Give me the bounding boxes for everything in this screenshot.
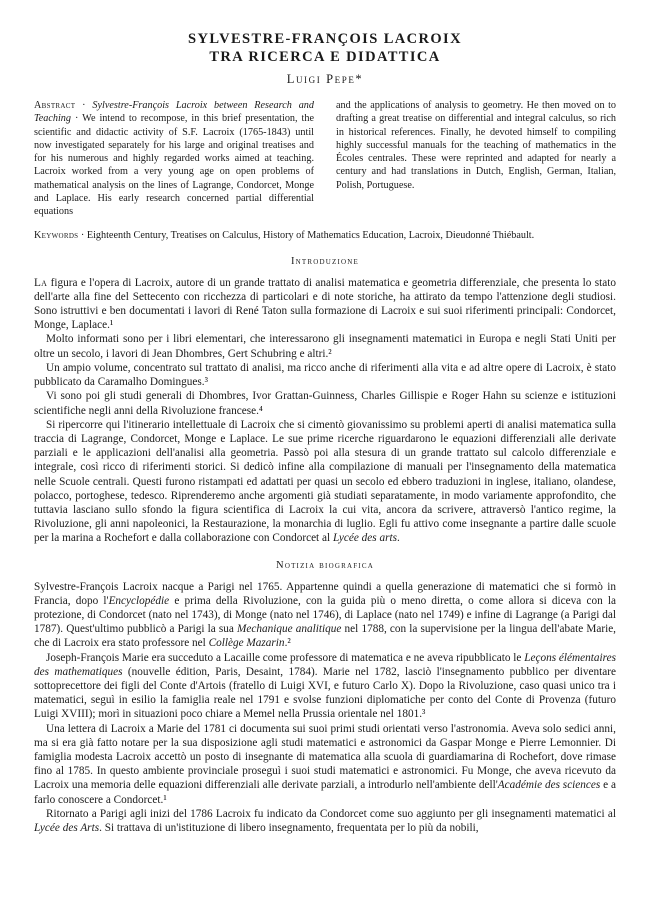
abstract-label: Abstract	[34, 100, 76, 111]
title-line-2: TRA RICERCA E DIDATTICA	[209, 49, 441, 65]
italic-term: Collège Mazarin	[208, 637, 285, 650]
paragraph	[34, 276, 616, 333]
paragraph-text: e prima della Rivoluzione, con la guida più o meno diretta, o come allora si diceva con la protezione, di Condorcet (nato nel 1743), di Monge (nato nel 1746), di Laplace (nato nel 1749) e infine di Lagrange (a Parigi dal 1787). Quest'ultimo pubblicò a Parigi la sua	[34, 594, 616, 636]
abstract-column-2	[336, 99, 616, 219]
abstract-text-2: and the applications of analysis to geometry. He then moved on to drafting a great treatise on differential and integral calculus, so rich in historical references. Finally, he devoted himself to compiling highly successful manuals for the teaching of mathematics in the Écoles centrales. These were reprinted and adapted for nearly a century and had translations in Dutch, English, German, Italian, Polish, Portuguese.	[336, 100, 616, 191]
article-title	[34, 30, 616, 66]
paragraph-text: e a farlo conoscere a Condorcet.¹	[34, 779, 616, 806]
paragraph-text: Si ripercorre qui l'itinerario intellettuale di Lacroix che si cimentò giovanissimo su problemi aperti di analisi matematica sulla traccia di Lagrange, Condorcet, Monge e Laplace. Le sue prime ricerche riguardarono le equazioni differenziali alle derivate parziali e le applicazioni dell'analisi alla geometria. Passò poi alla stesura di un grande trattato sul calcolo differenziale e integrale, così ricco di riferimenti storici. Si dedicò infine alla compilazione di manuali per l'insegnamento della matematica nelle Scuole centrali. Questi furono ristampati ed adattati per quasi un secolo ed ebbero traduzioni in inglese, italiano, olandese, polacco, portoghese, tedesco. Riprenderemo anche argomenti già studiati separatamente, in modo variamente approfondito, che tuttavia lasciano sullo sfondo la figura scientifica di Lacroix la cui vita, ancora da scrivere, attraversò l'antico regime, la Rivoluzione, gli anni napoleonici, la Restaurazione, la monarchia di luglio. Egli fu attivo come insegnante a partire dalle scuole per la marina a Rochefort e dalla collaborazione con Condorcet al	[34, 418, 616, 545]
paragraph	[34, 722, 616, 807]
bio-section	[34, 580, 616, 836]
paragraph-text: .²	[284, 637, 291, 650]
abstract-column-1	[34, 99, 314, 219]
paragraph-text: Joseph-François Marie era succeduto a Lacaille come professore di matematica e ne aveva ripubblicato le	[46, 651, 525, 664]
paragraph	[34, 651, 616, 722]
paragraph	[34, 332, 616, 360]
paragraph	[34, 361, 616, 389]
keywords	[34, 229, 616, 242]
abstract	[34, 99, 616, 219]
paragraph-text: . Si trattava di un'istituzione di libero insegnamento, frequentata per lo più da nobili,	[99, 821, 479, 834]
italic-term: Académie des sciences	[497, 779, 601, 792]
paragraph-text: Molto informati sono per i libri elementari, che interessarono gli insegnamenti matematici in Europa e negli Stati Uniti per oltre un secolo, i lavori di Jean Dhombres, Gert Schubring e altri.²	[34, 333, 616, 360]
italic-term: Lycée des Arts	[34, 821, 100, 834]
keywords-label: Keywords	[34, 229, 79, 241]
italic-term: Leçons élémentaires des mathematiques	[34, 651, 616, 678]
intro-section	[34, 276, 616, 546]
paragraph-text: figura e l'opera di Lacroix, autore di un grande trattato di analisi matematica e geometria differenziale, che presenta lo stato dell'arte alla fine del Settecento con ricchezza di particolari e di note storiche, ha attirato da tempo l'attenzione degli studiosi. Sono istruttivi e ben documentati i lavori di René Taton sulla formazione di Lacroix e sui suoi riferimenti principali: Condorcet, Monge, Laplace.¹	[34, 276, 616, 332]
italic-term: Mechanique analitique	[237, 623, 342, 636]
abstract-text-1: · We intend to recompose, in this brief presentation, the scientific and didactic activity of S.F. Lacroix (1765-1843) until now investigated separately for his large and original treatises and for his numerous and highly regarded works aimed at teaching. Lacroix worked from a very young age on open problems of mathematical analysis on the lines of Lagrange, Condorcet, Monge and Laplace. His early research concerned partial differential equations	[34, 113, 314, 218]
paragraph-text: .	[396, 532, 400, 545]
author-name: Luigi Pepe*	[286, 72, 364, 86]
abstract-subtitle: Sylvestre-François Lacroix between Research and Teaching	[34, 100, 314, 125]
paragraph	[34, 389, 616, 417]
title-line-1: SYLVESTRE-FRANÇOIS LACROIX	[188, 31, 462, 47]
paragraph	[34, 418, 616, 546]
abstract-separator: ·	[75, 100, 93, 111]
article-page	[34, 30, 616, 835]
paragraph-text: Sylvestre-François Lacroix nacque a Parigi nel 1765. Appartenne quindi a quella generazione di matematici che si formò in Francia, dopo l'	[34, 580, 616, 607]
paragraph-text: Vi sono poi gli studi generali di Dhombres, Ivor Grattan-Guinness, Charles Gillispie e Roger Hahn su scienze e istituzioni scientifiche negli anni della Rivoluzione francese.⁴	[34, 390, 616, 417]
paragraph-text: Ritornato a Parigi agli inizi del 1786 Lacroix fu indicato da Condorcet come suo aggiunto per gli insegnamenti matematici al	[46, 807, 616, 820]
paragraph-text: (nouvelle édition, Paris, Desaint, 1784). Marie nel 1782, lasciò l'insegnamento pubblico per diventare sottoprecettore dei figli del Conte d'Artois (fratello di Luigi XVI, e futuro Carlo X). Dopo la Rivoluzione, caso quasi unico tra i matematici, seguì in esilio la famiglia reale nel 1791 e svolse funzioni diplomatiche per conto del Conte di Provenza (futuro Luigi XVIII); morì in situazioni poco chiare a Memel nella Prussia orientale nel 1801.³	[34, 665, 616, 721]
italic-term: Lycée des arts	[332, 532, 397, 545]
italic-term: Encyclopédie	[108, 594, 170, 607]
section-heading-introduzione: Introduzione	[290, 255, 360, 267]
paragraph-text: Un ampio volume, concentrato sul trattato di analisi, ma ricco anche di riferimenti alla vita e ad altre opere di Lacroix, è stato pubblicato da Caramalho Domingues.³	[34, 361, 616, 389]
dropcap-lead: La	[34, 276, 48, 289]
paragraph	[34, 580, 616, 651]
paragraph-text: Una lettera di Lacroix a Marie del 1781 ci documenta sui suoi primi studi orientati verso l'astronomia. Aveva solo sedici anni, ma si era già fatto notare per la sua disposizione agli studi matematici e astronomici da Gaspar Monge e Pierre Lemonnier. Di famiglia modesta Lacroix accettò un posto di insegnante di matematica alla scuola di guardiamarina di Rochefort, dove rimase fino al 1785. In questo ambiente provinciale proseguì i suoi studi matematici e astronomici. Fu Monge, che aveva ricevuto da Lacroix una memoria delle equazioni differenziali alle derivate parziali, a introdurlo nell'ambiente dell'	[34, 722, 616, 792]
paragraph	[34, 807, 616, 835]
section-heading-notizia-biografica: Notizia biografica	[276, 559, 374, 571]
paragraph-text: nel 1788, con la supervisione per la lingua dell'abate Marie, che di Lacroix era stato professore nel	[34, 623, 616, 650]
keywords-text: · Eighteenth Century, Treatises on Calculus, History of Mathematics Education, Lacroix, Dieudonné Thiébault.	[78, 229, 535, 241]
